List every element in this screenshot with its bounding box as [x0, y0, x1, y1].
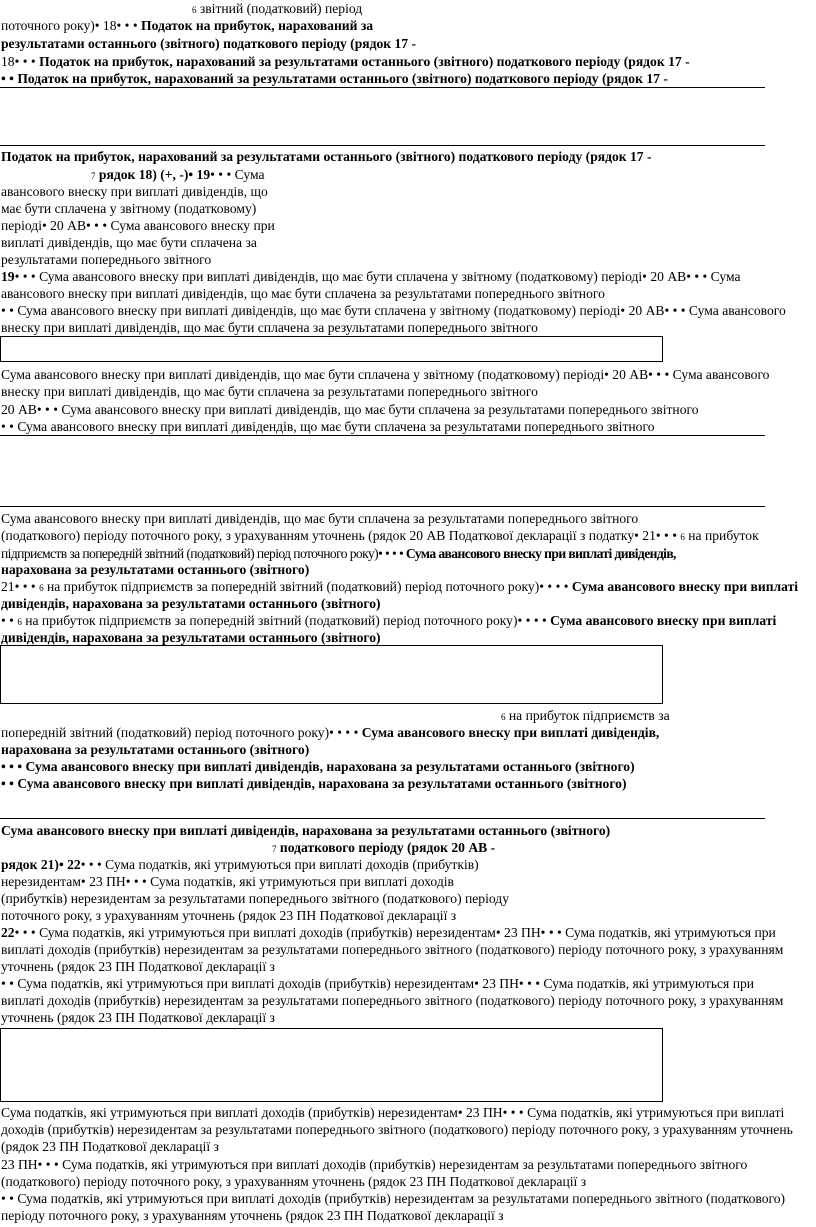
text-line: виплаті доходів (прибутків) нерезидентам за результатами попереднього звітного (податкового) періоду поточного року, з урахуванням	[1, 993, 784, 1008]
text-line: 18• • • Податок на прибуток, нарахований за результатами останнього (звітного) податкового періоду (рядок 17 -	[1, 54, 690, 69]
text-line: уточнень (рядок 23 ПН Податкової декларації з	[1, 1010, 275, 1025]
empty-frame	[0, 336, 663, 362]
text-line: дивідендів, нарахована за результатами останнього (звітного)	[1, 596, 381, 611]
text-line: Податок на прибуток, нарахований за результатами останнього (звітного) податкового періоду (рядок 17 -	[1, 149, 652, 164]
text-line: нарахована за результатами останнього (звітного)	[1, 742, 310, 757]
text-line: • • Сума авансового внеску при виплаті дивідендів, що має бути сплачена у звітному (податковому) періоді• 20 АВ• • • Сума авансового	[1, 303, 786, 318]
text-line: • • Сума податків, які утримуються при виплаті доходів (прибутків) нерезидентам• 23 ПН• • • Сума податків, які утримуються при	[1, 976, 755, 991]
text-line: поточного року, з урахуванням уточнень (рядок 23 ПН Податкової декларації з	[1, 908, 457, 923]
text-line: Сума податків, які утримуються при виплаті доходів (прибутків) нерезидентам• 23 ПН• • • Сума податків, які утримуються при виплаті	[1, 1105, 785, 1120]
text-line: (податкового) періоду поточного року, з урахуванням уточнень (рядок 23 ПН Податкової декларації з	[1, 1174, 587, 1189]
text-line: 22• • • Сума податків, які утримуються при виплаті доходів (прибутків) нерезидентам• 23 ПН• • • Сума податків, які утримуються при	[1, 925, 776, 940]
text-line: виплаті доходів (прибутків) нерезидентам за результатами попереднього звітного (податкового) періоду поточного року, з урахуванням	[1, 942, 784, 957]
text-line: • • 6 на прибуток підприємств за попередній звітний (податковий) період поточного року)• • • • Сума авансового внеску при виплаті	[1, 613, 777, 628]
text-line: 21• • • 6 на прибуток підприємств за попередній звітний (податковий) період поточного року)• • • • Сума авансового внеску при виплаті	[1, 579, 799, 594]
text-line: 19• • • Сума авансового внеску при виплаті дивідендів, що має бути сплачена у звітному (податковому) періоді• 20 АВ• • • Сума	[1, 269, 741, 284]
text-line: результатами останнього (звітного) податкового періоду (рядок 17 -	[1, 36, 417, 51]
text-line: • • Сума авансового внеску при виплаті дивідендів, нарахована за результатами останнього (звітного)	[1, 776, 627, 791]
empty-frame	[0, 645, 663, 704]
text-line: (рядок 23 ПН Податкової декларації з	[1, 1139, 219, 1154]
text-line: • • Сума авансового внеску при виплаті дивідендів, що має бути сплачена за результатами попереднього звітного	[1, 419, 655, 434]
text-line: періоді• 20 АВ• • • Сума авансового внеску при	[1, 218, 275, 233]
text-line: авансового внеску при виплаті дивідендів, що має бути сплачена за результатами попереднього звітного	[1, 286, 605, 301]
text-line: Сума авансового внеску при виплаті дивідендів, що має бути сплачена за результатами попереднього звітного	[1, 511, 639, 526]
text-line: періоду поточного року, з урахуванням уточнень (рядок 23 ПН Податкової декларації з	[1, 1208, 504, 1223]
divider	[0, 506, 765, 507]
text-line: дивідендів, нарахована за результатами останнього (звітного)	[1, 630, 381, 645]
text-line: (прибутків) нерезидентам за результатами попереднього звітного (податкового) періоду	[1, 891, 509, 906]
text-line: 6 на прибуток підприємств за	[501, 708, 670, 723]
divider	[0, 435, 765, 436]
empty-frame	[0, 1028, 663, 1102]
text-line: попередній звітний (податковий) період поточного року)• • • • Сума авансового внеску при виплаті дивідендів,	[1, 725, 660, 740]
text-line: нерезидентам• 23 ПН• • • Сума податків, які утримуються при виплаті доходів	[1, 874, 454, 889]
text-line: внеску при виплаті дивідендів, що має бути сплачена за результатами попереднього звітного	[1, 384, 538, 399]
text-line: • • Сума податків, які утримуються при виплаті доходів (прибутків) нерезидентам за результатами попереднього звітного (податкового)	[1, 1191, 786, 1206]
text-line: 20 АВ• • • Сума авансового внеску при виплаті дивідендів, що має бути сплачена за результатами попереднього звітного	[1, 402, 699, 417]
text-line: внеску при виплаті дивідендів, що має бути сплачена за результатами попереднього звітного	[1, 320, 538, 335]
text-line: має бути сплачена у звітному (податковому)	[1, 201, 257, 216]
text-line: 6 звітний (податковий) період	[192, 1, 363, 16]
text-line: виплаті дивідендів, що має бути сплачена за	[1, 235, 257, 250]
divider	[0, 145, 765, 146]
text-line: 23 ПН• • • Сума податків, які утримуються при виплаті доходів (прибутків) нерезидентам за результатами попереднього звітного	[1, 1157, 748, 1172]
text-line: рядок 21)• 22• • • Сума податків, які утримуються при виплаті доходів (прибутків)	[1, 857, 479, 872]
divider	[0, 87, 765, 88]
text-line: авансового внеску при виплаті дивідендів, що	[1, 184, 268, 199]
text-line: • • • Сума авансового внеску при виплаті дивідендів, нарахована за результатами останнього (звітного)	[1, 759, 635, 774]
text-line: результатами попереднього звітного	[1, 252, 212, 267]
text-line: нарахована за результатами останнього (звітного)	[1, 562, 310, 577]
text-line: (податкового) періоду поточного року, з урахуванням уточнень (рядок 20 АВ Податкової декларації з податку• 21• • • 6 на прибуток	[1, 528, 759, 543]
text-line: 7 рядок 18) (+, -)• 19• • • Сума	[91, 167, 265, 182]
divider	[0, 818, 765, 819]
text-line: поточного року)• 18• • • Податок на прибуток, нарахований за	[1, 18, 374, 33]
text-line: 7 податкового періоду (рядок 20 АВ -	[272, 840, 496, 855]
text-line: Сума авансового внеску при виплаті дивідендів, що має бути сплачена у звітному (податковому) періоді• 20 АВ• • • Сума авансового	[1, 367, 770, 382]
text-line: доходів (прибутків) нерезидентам за результатами попереднього звітного (податкового) періоду поточного року, з урахуванням уточнень	[1, 1122, 793, 1137]
text-line: Сума авансового внеску при виплаті дивідендів, нарахована за результатами останнього (звітного)	[1, 823, 611, 838]
text-line: уточнень (рядок 23 ПН Податкової декларації з	[1, 959, 275, 974]
text-line: підприємств за попередній звітний (податковий) період поточного року)• • • • Сума авансового внеску при виплаті дивідендів,	[1, 546, 676, 561]
text-line: • • Податок на прибуток, нарахований за результатами останнього (звітного) податкового періоду (рядок 17 -	[1, 71, 668, 86]
